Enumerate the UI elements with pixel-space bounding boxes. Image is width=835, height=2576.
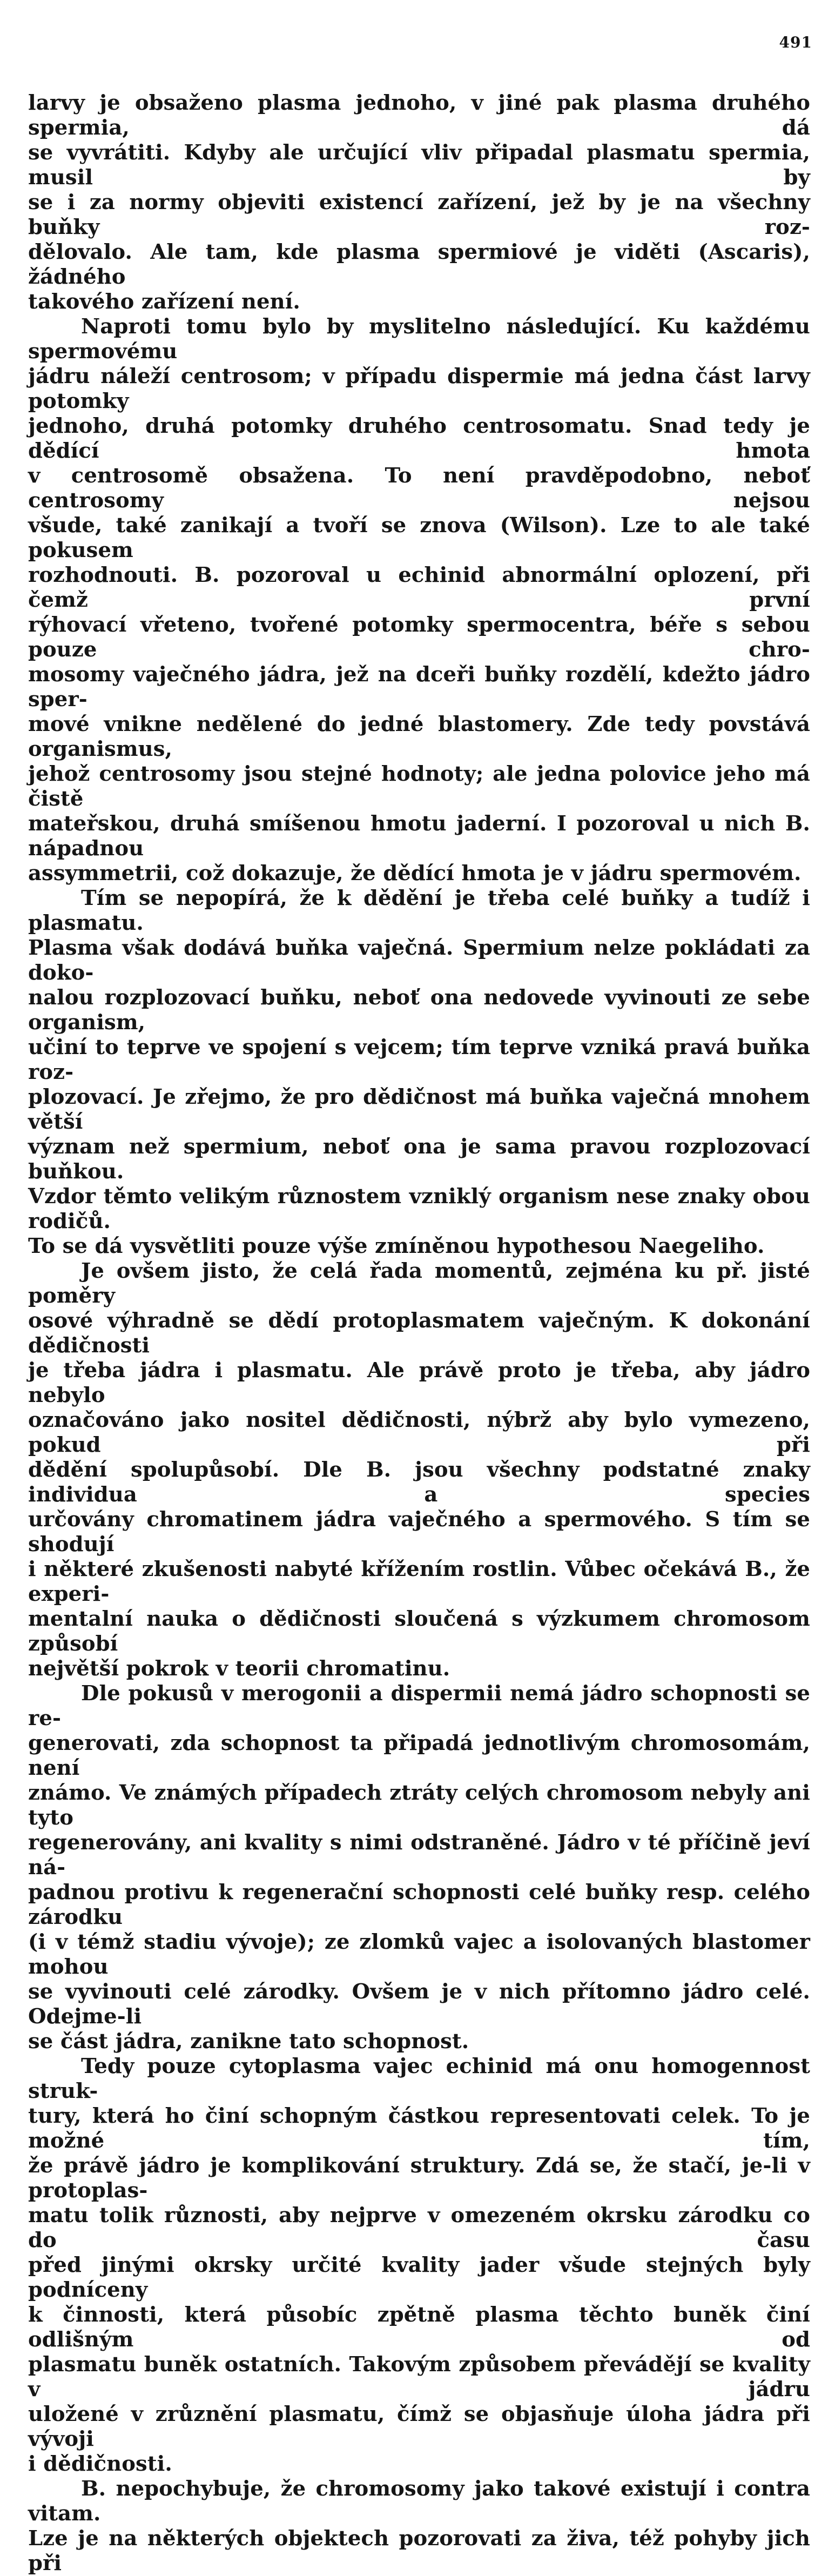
text-line: největší pokrok v teorii chromatinu.: [28, 1656, 450, 1681]
text-line: To se dá vysvětliti pouze výše zmíněnou hypothesou Naegeliho.: [28, 1234, 765, 1258]
text-line: tury, která ho činí schopným částkou representovati celek. To je možné tím,: [28, 2104, 810, 2153]
text-line: se vyvrátiti. Kdyby ale určující vliv připadal plasmatu spermia, musil by: [28, 140, 810, 190]
text-line: je třeba jádra i plasmatu. Ale právě proto je třeba, aby jádro nebylo: [28, 1358, 810, 1407]
text-line: regenerovány, ani kvality s nimi odstraněné. Jádro v té příčině jeví ná-: [28, 1830, 810, 1880]
text-line: Plasma však dodává buňka vaječná. Spermium nelze pokládati za doko-: [28, 936, 810, 985]
text-line: se vyvinouti celé zárodky. Ovšem je v nich přítomno jádro celé. Odejme-li: [28, 1980, 810, 2029]
text-line: Je ovšem jisto, že celá řada momentů, zejména ku př. jisté poměry: [28, 1259, 810, 1308]
text-line: mové vnikne nedělené do jedné blastomery. Zde tedy povstává organismus,: [28, 712, 810, 761]
text-line: se i za normy objeviti existencí zařízení, jež by je na všechny buňky roz-: [28, 190, 810, 239]
text-line: jádru náleží centrosom; v případu dispermie má jedna část larvy potomky: [28, 364, 810, 413]
text-line: matu tolik různosti, aby nejprve v omezeném okrsku zárodku co do času: [28, 2203, 810, 2252]
text-line: známo. Ve známých případech ztráty celých chromosom nebyly ani tyto: [28, 1781, 810, 1830]
text-line: význam než spermium, neboť ona je sama pravou rozplozovací buňkou.: [28, 1135, 810, 1184]
text-line: Naproti tomu bylo by myslitelno následující. Ku každému spermovému: [28, 314, 810, 364]
text-line: (i v témž stadiu vývoje); ze zlomků vajec a isolovaných blastomer mohou: [28, 1930, 810, 1979]
text-line: rýhovací vřeteno, tvořené potomky spermocentra, béře s sebou pouze chro-: [28, 613, 810, 662]
text-line: generovati, zda schopnost ta připadá jednotlivým chromosomám, není: [28, 1731, 810, 1780]
text-line: larvy je obsaženo plasma jednoho, v jiné pak plasma druhého spermia, dá: [28, 91, 810, 140]
page-number: 491: [779, 33, 812, 51]
text-line: jehož centrosomy jsou stejné hodnoty; ale jedna polovice jeho má čistě: [28, 762, 810, 811]
text-line: Tedy pouze cytoplasma vajec echinid má onu homogennost struk-: [28, 2054, 810, 2103]
text-line: mentalní nauka o dědičnosti sloučená s výzkumem chromosom způsobí: [28, 1607, 810, 1656]
text-line: plasmatu buněk ostatních. Takovým způsobem převádějí se kvality v jádru: [28, 2352, 810, 2401]
text-line: B. nepochybuje, že chromosomy jako takové existují i contra vitam.: [28, 2477, 810, 2526]
text-line: k činnosti, která působíc zpětně plasma těchto buněk činí odlišným od: [28, 2303, 810, 2352]
text-line: Lze je na některých objektech pozorovati za živa, též pohyby jich při: [28, 2526, 810, 2575]
text-line: dělovalo. Ale tam, kde plasma spermiové je viděti (Ascaris), žádného: [28, 240, 810, 289]
text-line: mosomy vaječného jádra, jež na dceři buňky rozdělí, kdežto jádro sper-: [28, 662, 810, 712]
text-line: takového zařízení není.: [28, 290, 300, 314]
text-line: před jinými okrsky určité kvality jader všude stejných byly podníceny: [28, 2253, 810, 2302]
text-line: se část jádra, zanikne tato schopnost.: [28, 2029, 469, 2054]
text-line: Dle pokusů v merogonii a dispermii nemá jádro schopnosti se re-: [28, 1681, 810, 1730]
text-line: v centrosomě obsažena. To není pravděpodobno, neboť centrosomy nejsou: [28, 464, 810, 513]
text-line: padnou protivu k regenerační schopnosti celé buňky resp. celého zárodku: [28, 1880, 810, 1929]
text-line: osové výhradně se dědí protoplasmatem vaječným. K dokonání dědičnosti: [28, 1309, 810, 1358]
text-line: Tím se nepopírá, že k dědění je třeba celé buňky a tudíž i plasmatu.: [28, 886, 810, 935]
text-line: uložené v zrůznění plasmatu, čímž se objasňuje úloha jádra při vývoji: [28, 2402, 810, 2451]
text-line: všude, také zanikají a tvoří se znova (Wilson). Lze to ale také pokusem: [28, 513, 810, 562]
text-line: i dědičnosti.: [28, 2452, 172, 2476]
text-line: že právě jádro je komplikování struktury. Zdá se, že stačí, je-li v protoplas-: [28, 2154, 810, 2203]
text-line: učiní to teprve ve spojení s vejcem; tím teprve vzniká pravá buňka roz-: [28, 1035, 810, 1084]
body-text: [28, 91, 810, 2576]
text-line: mateřskou, druhá smíšenou hmotu jaderní. I pozoroval u nich B. nápadnou: [28, 811, 810, 861]
text-line: nalou rozplozovací buňku, neboť ona nedovede vyvinouti ze sebe organism,: [28, 985, 810, 1035]
text-line: určovány chromatinem jádra vaječného a spermového. S tím se shodují: [28, 1507, 810, 1557]
text-line: rozhodnouti. B. pozoroval u echinid abnormální oplození, při čemž první: [28, 563, 810, 612]
text-line: i některé zkušenosti nabyté křížením rostlin. Vůbec očekává B., že experi-: [28, 1557, 810, 1606]
text-line: Vzdor těmto velikým různostem vzniklý organism nese znaky obou rodičů.: [28, 1184, 810, 1233]
text-line: jednoho, druhá potomky druhého centrosomatu. Snad tedy je dědící hmota: [28, 414, 810, 463]
text-line: assymmetrii, což dokazuje, že dědící hmota je v jádru spermovém.: [28, 861, 802, 886]
text-line: plozovací. Je zřejmo, že pro dědičnost má buňka vaječná mnohem větší: [28, 1085, 810, 1134]
text-line: dědění spolupůsobí. Dle B. jsou všechny podstatné znaky individua a species: [28, 1458, 810, 1507]
text-line: označováno jako nositel dědičnosti, nýbrž aby bylo vymezeno, pokud při: [28, 1408, 810, 1457]
